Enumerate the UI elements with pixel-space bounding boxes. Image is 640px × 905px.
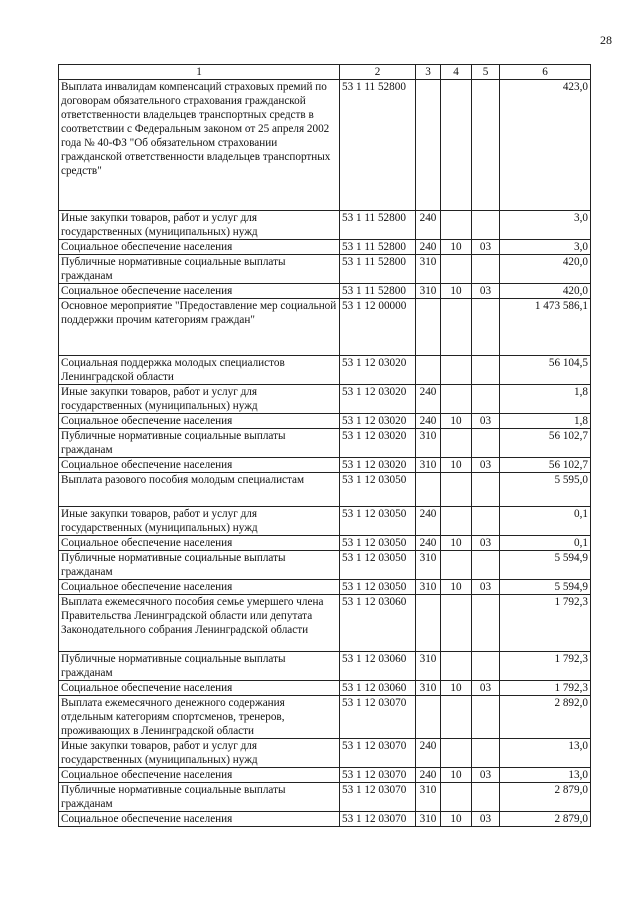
row-name-cell: Социальное обеспечение населения xyxy=(59,240,340,255)
section-cell: 10 xyxy=(441,284,472,299)
expense-type-cell: 310 xyxy=(416,458,441,473)
row-name-cell: Социальное обеспечение населения xyxy=(59,812,340,827)
expense-type-cell: 240 xyxy=(416,385,441,414)
section-cell: 10 xyxy=(441,812,472,827)
section-cell: 10 xyxy=(441,768,472,783)
target-article-cell: 53 1 12 03050 xyxy=(340,507,416,536)
table-row xyxy=(59,473,591,507)
expense-type-cell: 310 xyxy=(416,580,441,595)
target-article-cell: 53 1 12 03020 xyxy=(340,385,416,414)
section-cell xyxy=(441,80,472,211)
table-row xyxy=(59,284,591,299)
expense-type-cell: 310 xyxy=(416,429,441,458)
subsection-cell xyxy=(472,473,500,507)
row-name-cell: Публичные нормативные социальные выплаты гражданам xyxy=(59,652,340,681)
amount-cell: 5 594,9 xyxy=(500,551,591,580)
table-row xyxy=(59,536,591,551)
table-row xyxy=(59,299,591,356)
amount-cell: 56 102,7 xyxy=(500,458,591,473)
table-row xyxy=(59,580,591,595)
row-name-cell: Выплата инвалидам компенсаций страховых премий по договорам обязательного страхования гражданской ответственности владельцев транспортных средств в соответствии с Федеральным законом от 25 апреля 2002 года № 40-ФЗ "Об обязательном страховании гражданской ответственности владельцев транспортных средств" xyxy=(59,80,340,211)
target-article-cell: 53 1 12 03020 xyxy=(340,458,416,473)
expense-type-cell: 310 xyxy=(416,255,441,284)
amount-cell: 0,1 xyxy=(500,507,591,536)
target-article-cell: 53 1 12 03070 xyxy=(340,739,416,768)
subsection-cell xyxy=(472,696,500,739)
expense-type-cell: 310 xyxy=(416,284,441,299)
section-cell xyxy=(441,299,472,356)
target-article-cell: 53 1 12 03050 xyxy=(340,551,416,580)
section-cell: 10 xyxy=(441,414,472,429)
amount-cell: 1,8 xyxy=(500,414,591,429)
target-article-cell: 53 1 12 03060 xyxy=(340,681,416,696)
table-row xyxy=(59,652,591,681)
row-name-cell: Иные закупки товаров, работ и услуг для государственных (муниципальных) нужд xyxy=(59,739,340,768)
subsection-cell: 03 xyxy=(472,681,500,696)
amount-cell: 13,0 xyxy=(500,768,591,783)
table-row xyxy=(59,783,591,812)
amount-cell: 420,0 xyxy=(500,255,591,284)
target-article-cell: 53 1 12 03050 xyxy=(340,536,416,551)
section-cell: 10 xyxy=(441,681,472,696)
section-cell xyxy=(441,429,472,458)
amount-cell: 1 792,3 xyxy=(500,681,591,696)
column-header: 2 xyxy=(340,65,416,80)
target-article-cell: 53 1 12 03070 xyxy=(340,783,416,812)
table-row xyxy=(59,458,591,473)
expense-type-cell xyxy=(416,696,441,739)
expense-type-cell xyxy=(416,299,441,356)
expense-type-cell: 240 xyxy=(416,536,441,551)
amount-cell: 1 792,3 xyxy=(500,595,591,652)
row-name-cell: Выплата ежемесячного денежного содержания отдельным категориям спортсменов, тренеров, проживающих в Ленинградской области xyxy=(59,696,340,739)
section-cell xyxy=(441,473,472,507)
amount-cell: 423,0 xyxy=(500,80,591,211)
subsection-cell: 03 xyxy=(472,284,500,299)
expense-type-cell: 310 xyxy=(416,783,441,812)
subsection-cell: 03 xyxy=(472,414,500,429)
amount-cell: 13,0 xyxy=(500,739,591,768)
target-article-cell: 53 1 11 52800 xyxy=(340,240,416,255)
target-article-cell: 53 1 12 03050 xyxy=(340,473,416,507)
row-name-cell: Иные закупки товаров, работ и услуг для государственных (муниципальных) нужд xyxy=(59,507,340,536)
expense-type-cell xyxy=(416,595,441,652)
section-cell xyxy=(441,696,472,739)
amount-cell: 1,8 xyxy=(500,385,591,414)
table-row xyxy=(59,696,591,739)
section-cell xyxy=(441,211,472,240)
amount-cell: 1 792,3 xyxy=(500,652,591,681)
amount-cell: 0,1 xyxy=(500,536,591,551)
section-cell: 10 xyxy=(441,240,472,255)
amount-cell: 5 594,9 xyxy=(500,580,591,595)
target-article-cell: 53 1 11 52800 xyxy=(340,255,416,284)
table-row xyxy=(59,507,591,536)
section-cell: 10 xyxy=(441,536,472,551)
table-header-row xyxy=(59,65,591,80)
subsection-cell xyxy=(472,739,500,768)
target-article-cell: 53 1 12 00000 xyxy=(340,299,416,356)
row-name-cell: Социальное обеспечение населения xyxy=(59,768,340,783)
row-name-cell: Публичные нормативные социальные выплаты гражданам xyxy=(59,551,340,580)
subsection-cell: 03 xyxy=(472,536,500,551)
row-name-cell: Публичные нормативные социальные выплаты гражданам xyxy=(59,255,340,284)
target-article-cell: 53 1 11 52800 xyxy=(340,211,416,240)
subsection-cell: 03 xyxy=(472,240,500,255)
row-name-cell: Социальное обеспечение населения xyxy=(59,284,340,299)
target-article-cell: 53 1 12 03070 xyxy=(340,696,416,739)
row-name-cell: Основное мероприятие "Предоставление мер социальной поддержки прочим категориям граждан" xyxy=(59,299,340,356)
row-name-cell: Публичные нормативные социальные выплаты гражданам xyxy=(59,783,340,812)
expense-type-cell: 310 xyxy=(416,681,441,696)
row-name-cell: Иные закупки товаров, работ и услуг для государственных (муниципальных) нужд xyxy=(59,385,340,414)
amount-cell: 2 879,0 xyxy=(500,783,591,812)
target-article-cell: 53 1 12 03070 xyxy=(340,768,416,783)
table-row xyxy=(59,240,591,255)
expense-type-cell: 240 xyxy=(416,211,441,240)
target-article-cell: 53 1 12 03020 xyxy=(340,414,416,429)
column-header: 1 xyxy=(59,65,340,80)
subsection-cell xyxy=(472,551,500,580)
row-name-cell: Социальное обеспечение населения xyxy=(59,681,340,696)
target-article-cell: 53 1 12 03060 xyxy=(340,595,416,652)
amount-cell: 5 595,0 xyxy=(500,473,591,507)
subsection-cell: 03 xyxy=(472,768,500,783)
expense-type-cell: 240 xyxy=(416,507,441,536)
subsection-cell xyxy=(472,356,500,385)
table-row xyxy=(59,414,591,429)
subsection-cell xyxy=(472,255,500,284)
subsection-cell xyxy=(472,299,500,356)
row-name-cell: Социальная поддержка молодых специалистов Ленинградской области xyxy=(59,356,340,385)
section-cell xyxy=(441,255,472,284)
section-cell xyxy=(441,783,472,812)
subsection-cell xyxy=(472,211,500,240)
table-row xyxy=(59,595,591,652)
section-cell xyxy=(441,356,472,385)
subsection-cell xyxy=(472,595,500,652)
expense-type-cell: 310 xyxy=(416,812,441,827)
section-cell xyxy=(441,551,472,580)
target-article-cell: 53 1 11 52800 xyxy=(340,80,416,211)
page-number: 28 xyxy=(600,33,612,47)
amount-cell: 1 473 586,1 xyxy=(500,299,591,356)
row-name-cell: Иные закупки товаров, работ и услуг для государственных (муниципальных) нужд xyxy=(59,211,340,240)
column-header: 6 xyxy=(500,65,591,80)
subsection-cell xyxy=(472,783,500,812)
column-header: 4 xyxy=(441,65,472,80)
expense-type-cell xyxy=(416,80,441,211)
column-header: 5 xyxy=(472,65,500,80)
row-name-cell: Выплата ежемесячного пособия семье умершего члена Правительства Ленинградской области или депутата Законодательного собрания Ленинградской области xyxy=(59,595,340,652)
table-row xyxy=(59,356,591,385)
subsection-cell xyxy=(472,429,500,458)
expense-type-cell xyxy=(416,356,441,385)
table-row xyxy=(59,812,591,827)
row-name-cell: Выплата разового пособия молодым специалистам xyxy=(59,473,340,507)
section-cell xyxy=(441,595,472,652)
table-row xyxy=(59,211,591,240)
subsection-cell xyxy=(472,507,500,536)
section-cell xyxy=(441,652,472,681)
subsection-cell: 03 xyxy=(472,580,500,595)
expense-type-cell: 310 xyxy=(416,551,441,580)
amount-cell: 2 879,0 xyxy=(500,812,591,827)
column-header: 3 xyxy=(416,65,441,80)
expense-type-cell: 310 xyxy=(416,652,441,681)
expense-type-cell: 240 xyxy=(416,414,441,429)
section-cell xyxy=(441,385,472,414)
subsection-cell xyxy=(472,80,500,211)
subsection-cell: 03 xyxy=(472,812,500,827)
row-name-cell: Социальное обеспечение населения xyxy=(59,580,340,595)
expense-type-cell: 240 xyxy=(416,768,441,783)
target-article-cell: 53 1 12 03060 xyxy=(340,652,416,681)
row-name-cell: Публичные нормативные социальные выплаты гражданам xyxy=(59,429,340,458)
amount-cell: 56 104,5 xyxy=(500,356,591,385)
target-article-cell: 53 1 12 03070 xyxy=(340,812,416,827)
subsection-cell xyxy=(472,652,500,681)
target-article-cell: 53 1 12 03020 xyxy=(340,429,416,458)
amount-cell: 2 892,0 xyxy=(500,696,591,739)
subsection-cell xyxy=(472,385,500,414)
expense-type-cell xyxy=(416,473,441,507)
budget-table xyxy=(58,64,591,827)
table-row xyxy=(59,681,591,696)
expense-type-cell: 240 xyxy=(416,240,441,255)
expense-type-cell: 240 xyxy=(416,739,441,768)
section-cell xyxy=(441,507,472,536)
amount-cell: 56 102,7 xyxy=(500,429,591,458)
target-article-cell: 53 1 12 03050 xyxy=(340,580,416,595)
table-row xyxy=(59,739,591,768)
table-row xyxy=(59,80,591,211)
target-article-cell: 53 1 12 03020 xyxy=(340,356,416,385)
section-cell xyxy=(441,739,472,768)
section-cell: 10 xyxy=(441,580,472,595)
table-row xyxy=(59,385,591,414)
amount-cell: 3,0 xyxy=(500,240,591,255)
table-row xyxy=(59,551,591,580)
amount-cell: 3,0 xyxy=(500,211,591,240)
row-name-cell: Социальное обеспечение населения xyxy=(59,414,340,429)
target-article-cell: 53 1 11 52800 xyxy=(340,284,416,299)
row-name-cell: Социальное обеспечение населения xyxy=(59,536,340,551)
subsection-cell: 03 xyxy=(472,458,500,473)
table-row xyxy=(59,768,591,783)
section-cell: 10 xyxy=(441,458,472,473)
row-name-cell: Социальное обеспечение населения xyxy=(59,458,340,473)
amount-cell: 420,0 xyxy=(500,284,591,299)
table-row xyxy=(59,429,591,458)
table-row xyxy=(59,255,591,284)
